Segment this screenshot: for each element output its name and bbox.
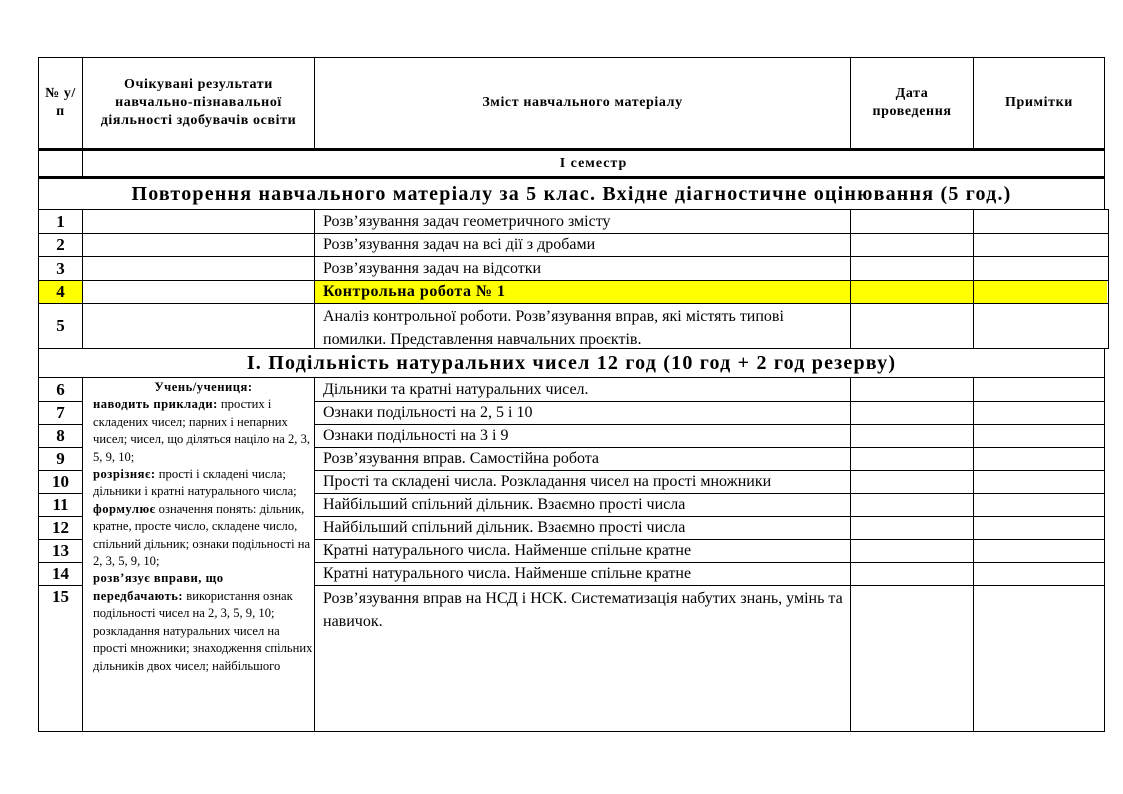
row-content: Кратні натурального числа. Найменше спільне кратне: [323, 565, 692, 582]
row-content: Найбільший спільний дільник. Взаємно прості числа: [323, 519, 686, 536]
row-num: 12: [52, 518, 69, 537]
row-num: 3: [56, 258, 65, 278]
row-content: Дільники та кратні натуральних чисел.: [323, 380, 589, 398]
header-notes: Примітки: [1005, 95, 1073, 110]
row-content: Розв’язування задач на відсотки: [323, 259, 542, 277]
results-title: Учень/учениця:: [154, 380, 253, 394]
results-p1-bold: наводить приклади:: [93, 397, 218, 412]
header-num: № у/п: [45, 86, 76, 119]
row-num: 15: [52, 587, 69, 606]
row-content: Прості та складені числа. Розкладання чисел на прості множники: [323, 473, 772, 490]
row-content: Кратні натурального числа. Найменше спільне кратне: [323, 542, 692, 559]
section-1-title: Повторення навчального матеріалу за 5 клас. Вхідне діагностичне оцінювання (5 год.): [131, 182, 1012, 205]
row-num: 1: [56, 211, 65, 231]
row-num: 6: [56, 379, 65, 399]
results-p2-text: прості і складені числа; дільники і кратні натурального числа;: [93, 467, 297, 499]
row-content-highlighted: Контрольна робота № 1: [323, 283, 506, 300]
row-content: Аналіз контрольної роботи. Розв’язування вправ, які містять типові помилки. Представлення навчальних проєктів.: [323, 308, 784, 348]
row-num: 9: [56, 449, 65, 468]
row-content: Ознаки подільності на 2, 5 і 10: [323, 404, 533, 421]
row-num-highlighted: 4: [56, 282, 65, 301]
semester-title: І семестр: [559, 155, 628, 171]
results-p2-bold: розрізняє:: [93, 467, 156, 482]
results-p1-text: простих і складених чисел; парних і непарних чисел; чисел, що діляться націло на 2, 3, 5, 9, 10;: [93, 397, 311, 464]
row-content: Розв’язування вправ. Самостійна робота: [323, 450, 600, 467]
row-num: 10: [52, 472, 69, 491]
row-content: Ознаки подільності на 3 і 9: [323, 427, 509, 444]
header-results: Очікувані результати навчально-пізнавальної діяльності здобувачів освіти: [100, 77, 297, 128]
row-num: 8: [56, 426, 65, 445]
results-p3-text: означення понять: дільник, кратне, просте число, складене число, спільний дільник; ознаки подільності на 2, 3, 5, 9, 10;: [93, 501, 311, 569]
header-date: Дата проведення: [872, 86, 952, 119]
row-num: 7: [56, 403, 65, 422]
header-content: Зміст навчального матеріалу: [482, 95, 683, 110]
row-content: Розв’язування задач геометричного змісту: [323, 212, 611, 230]
expected-results: [83, 378, 314, 731]
results-p3-bold: формулює: [93, 501, 156, 516]
row-content: Розв’язування задач на всі дії з дробами: [323, 236, 596, 253]
results-p4-bold: розв’язує вправи, що передбачають:: [93, 571, 224, 603]
section-2-title: І. Подільність натуральних чисел 12 год (10 год + 2 год резерву): [246, 351, 897, 374]
row-num: 2: [56, 235, 65, 254]
row-num: 5: [56, 316, 65, 335]
row-num: 13: [52, 541, 69, 560]
results-p4-text: використання ознак подільності чисел на 2, 3, 5, 9, 10; розкладання натуральних чисел на прості множники; знаходження спільних дільників двох чисел; найбільшого: [93, 588, 313, 673]
row-content: Розв’язування вправ на НСД і НСК. Систематизація набутих знань, умінь та навичок.: [323, 590, 843, 630]
row-content: Найбільший спільний дільник. Взаємно прості числа: [323, 496, 686, 513]
row-num: 14: [52, 564, 69, 583]
row-num: 11: [52, 495, 69, 514]
